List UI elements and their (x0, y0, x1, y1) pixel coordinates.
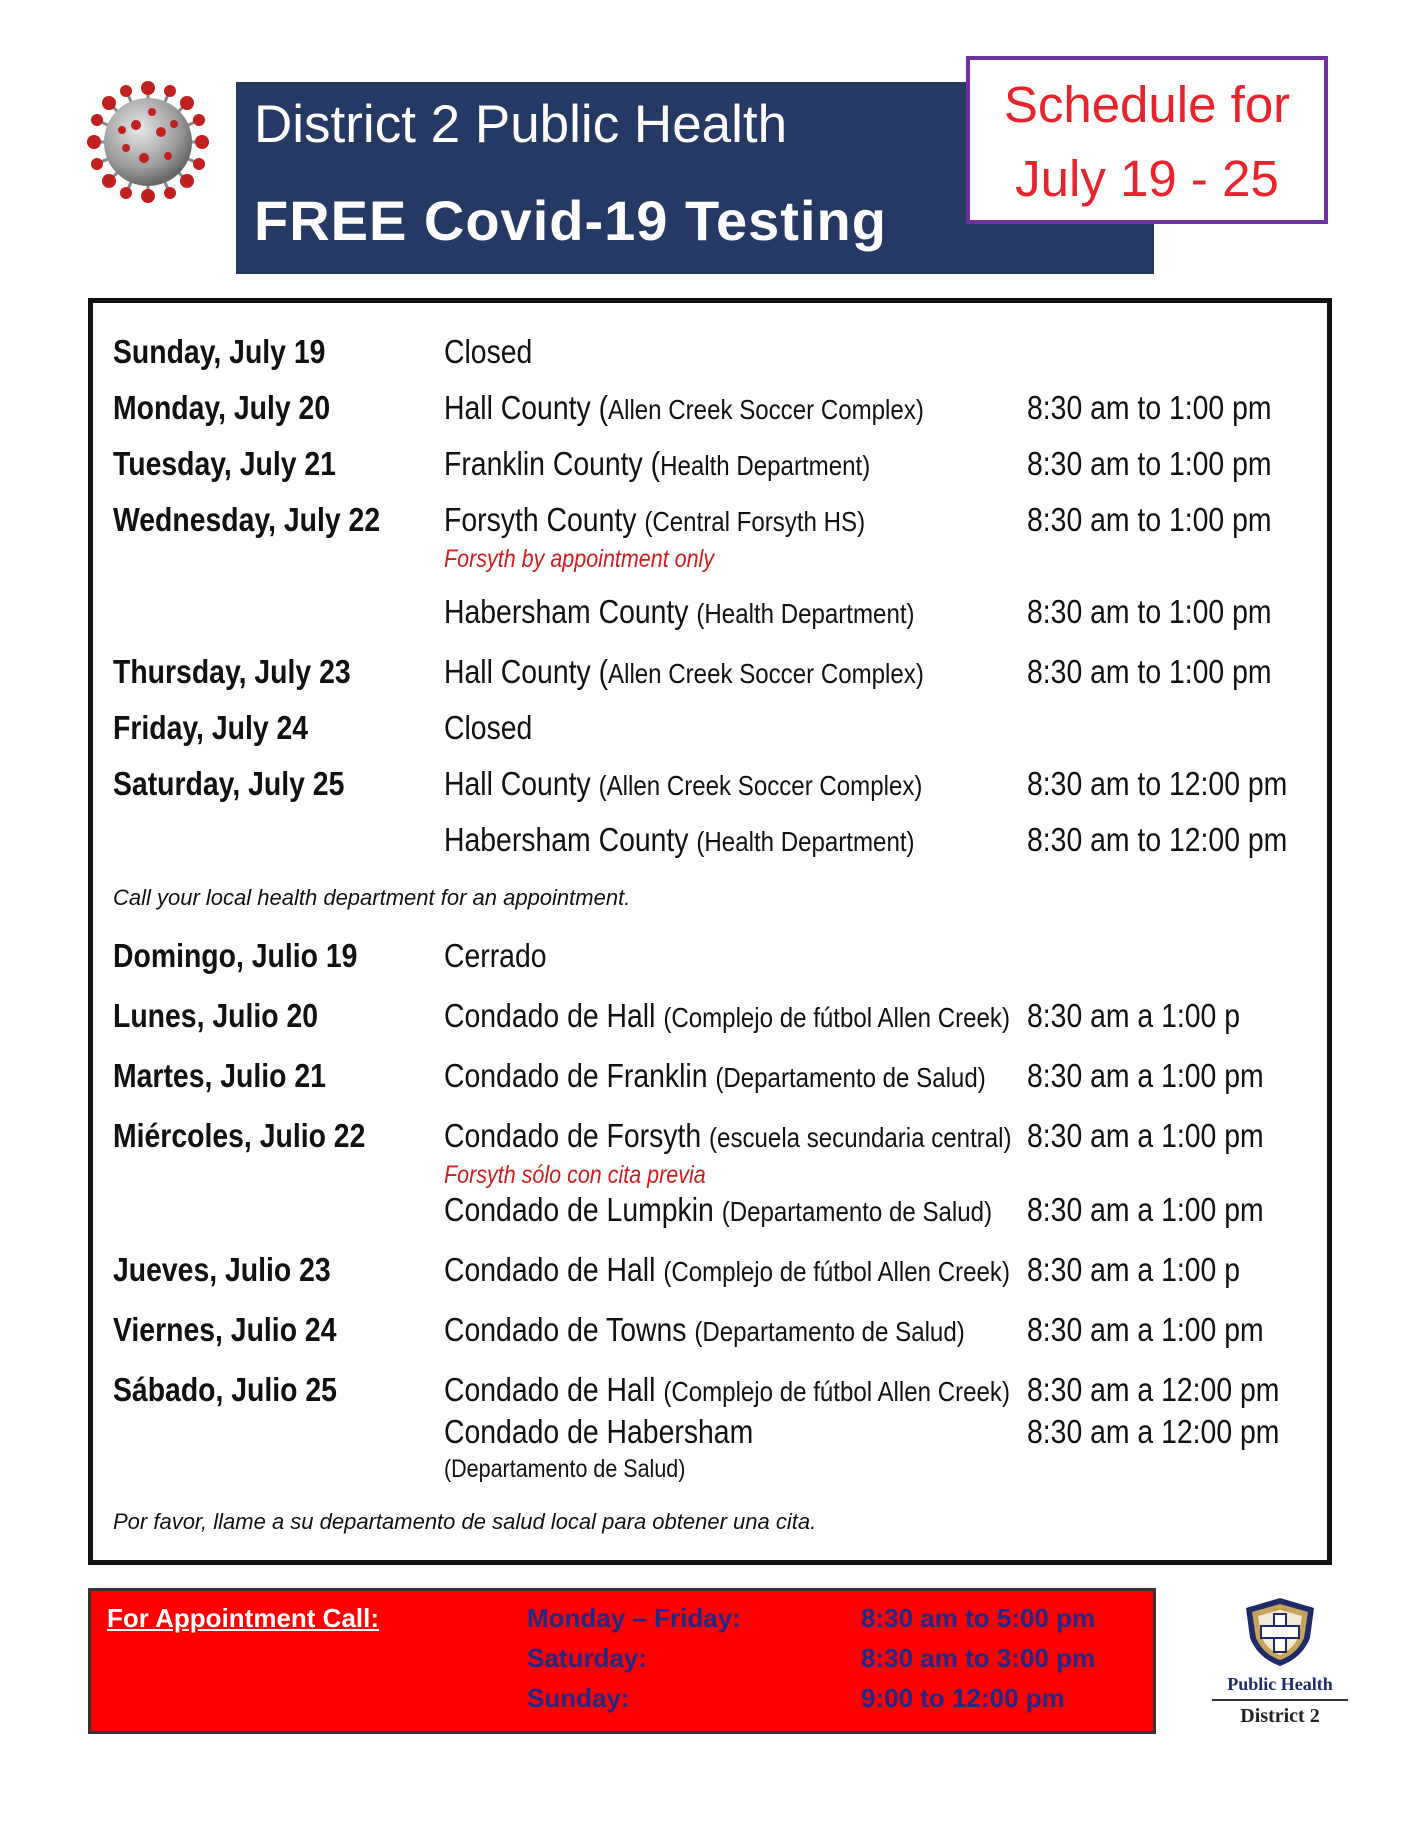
county-name: Hall County (444, 765, 599, 802)
appointment-row (91, 1683, 1153, 1723)
time-range: 8:30 am a 1:00 pm (1027, 1311, 1264, 1348)
county-name: Franklin County ( (444, 445, 661, 482)
location-detail: Allen Creek Soccer Complex) (608, 394, 924, 425)
county-name: Condado de Habersham (444, 1413, 754, 1450)
time-range: 8:30 am a 12:00 pm (1027, 1371, 1280, 1408)
location-detail: (Departamento de Salud) (715, 1062, 986, 1093)
county-name: Closed (444, 709, 533, 746)
appointment-days: Monday – Friday: (527, 1603, 741, 1633)
location-detail: (Health Department) (696, 598, 915, 629)
day-label: Sunday, July 19 (113, 333, 326, 370)
county-name: Forsyth County (444, 501, 645, 538)
location (444, 1251, 1010, 1289)
county-name: Condado de Hall (444, 1251, 664, 1288)
time-range: 8:30 am a 12:00 pm (1027, 1413, 1280, 1450)
schedule-row (93, 593, 1327, 637)
location (444, 997, 1010, 1035)
location-detail: (Complejo de fútbol Allen Creek) (663, 1376, 1010, 1407)
time-range: 8:30 am a 1:00 pm (1027, 1117, 1264, 1154)
day-label: Martes, Julio 21 (113, 1057, 326, 1094)
day-label: Friday, July 24 (113, 709, 309, 746)
schedule-line-2: July 19 - 25 (1015, 150, 1279, 207)
call-note: Por favor, llame a su departamento de salud local para obtener una cita. (113, 1509, 817, 1534)
time-range: 8:30 am to 1:00 pm (1027, 653, 1272, 690)
appointment-box (88, 1588, 1156, 1734)
appointment-hours: 8:30 am to 3:00 pm (861, 1643, 1096, 1673)
day-label: Lunes, Julio 20 (113, 997, 319, 1034)
time-range: 8:30 am a 1:00 pm (1027, 1191, 1264, 1228)
schedule-row (93, 1251, 1327, 1295)
schedule-row (93, 1371, 1327, 1415)
schedule-row (93, 1413, 1327, 1457)
county-name: Hall County ( (444, 653, 609, 690)
appointment-hours: 9:00 to 12:00 pm (861, 1683, 1065, 1713)
forsyth-note: Forsyth by appointment only (444, 545, 715, 573)
schedule-row (93, 765, 1327, 809)
location (444, 1371, 1010, 1409)
day-label: Domingo, Julio 19 (113, 937, 358, 974)
call-note: Call your local health department for an appointment. (113, 885, 631, 910)
location-detail: (Complejo de fútbol Allen Creek) (663, 1002, 1010, 1033)
appointment-row (91, 1643, 1153, 1683)
appointment-hours: 8:30 am to 5:00 pm (861, 1603, 1096, 1633)
location-detail: (Health Department) (696, 826, 915, 857)
time-range: 8:30 am to 1:00 pm (1027, 593, 1272, 630)
forsyth-note: Forsyth sólo con cita previa (444, 1161, 706, 1189)
county-name: Condado de Forsyth (444, 1117, 710, 1154)
location (444, 1191, 992, 1229)
location (444, 1057, 986, 1095)
schedule-row (93, 501, 1327, 545)
location-detail: (escuela secundaria central) (709, 1122, 1012, 1153)
location-detail: (Allen Creek Soccer Complex) (598, 770, 923, 801)
day-label: Jueves, Julio 23 (113, 1251, 331, 1288)
schedule-row (93, 389, 1327, 433)
county-name: Condado de Lumpkin (444, 1191, 722, 1228)
location (444, 653, 924, 691)
location-detail: Health Department) (660, 450, 871, 481)
schedule-table (88, 298, 1332, 1565)
schedule-row (93, 445, 1327, 489)
county-name: Condado de Hall (444, 997, 664, 1034)
time-range: 8:30 am to 1:00 pm (1027, 389, 1272, 426)
day-label: Tuesday, July 21 (113, 445, 336, 482)
location (444, 333, 532, 371)
shield-cross-icon (1240, 1594, 1320, 1670)
appointment-row (91, 1603, 1153, 1643)
county-name: Habersham County (444, 593, 697, 630)
location (444, 445, 870, 483)
county-name: Condado de Towns (444, 1311, 695, 1348)
location (444, 1413, 753, 1451)
schedule-row (93, 1117, 1327, 1161)
headline: FREE Covid-19 Testing (254, 189, 887, 252)
time-range: 8:30 am to 12:00 pm (1027, 821, 1288, 858)
time-range: 8:30 am to 12:00 pm (1027, 765, 1288, 802)
location (444, 501, 865, 539)
public-health-logo (1212, 1594, 1348, 1734)
location-detail: Allen Creek Soccer Complex) (608, 658, 924, 689)
day-label: Wednesday, July 22 (113, 501, 381, 538)
location-detail: (Central Forsyth HS) (644, 506, 866, 537)
schedule-row (93, 821, 1327, 865)
day-label: Monday, July 20 (113, 389, 331, 426)
schedule-row (93, 997, 1327, 1041)
day-label: Sábado, Julio 25 (113, 1371, 337, 1408)
county-name: Condado de Franklin (444, 1057, 716, 1094)
appointment-title: For Appointment Call: (107, 1603, 380, 1633)
schedule-line-1: Schedule for (1003, 76, 1291, 133)
schedule-row (93, 709, 1327, 753)
day-label: Saturday, July 25 (113, 765, 345, 802)
time-range: 8:30 am a 1:00 pm (1027, 1057, 1264, 1094)
logo-divider (1212, 1699, 1348, 1701)
logo-name: Public Health (1227, 1674, 1333, 1694)
county-name: Condado de Hall (444, 1371, 664, 1408)
coronavirus-icon (86, 80, 210, 204)
location-detail: (Complejo de fútbol Allen Creek) (663, 1256, 1010, 1287)
schedule-row (93, 653, 1327, 697)
location-detail: (Departamento de Salud) (694, 1316, 965, 1347)
appointment-days: Sunday: (527, 1683, 630, 1713)
county-name: Hall County ( (444, 389, 609, 426)
county-name: Habersham County (444, 821, 697, 858)
habersham-detail: (Departamento de Salud) (444, 1455, 686, 1483)
schedule-date-box (966, 56, 1328, 224)
time-range: 8:30 am to 1:00 pm (1027, 445, 1272, 482)
county-name: Cerrado (444, 937, 547, 974)
time-range: 8:30 am a 1:00 p (1027, 1251, 1241, 1288)
logo-district: District 2 (1240, 1705, 1320, 1727)
location (444, 709, 532, 747)
county-name: Closed (444, 333, 533, 370)
schedule-row (93, 1191, 1327, 1235)
location (444, 1117, 1012, 1155)
day-label: Thursday, July 23 (113, 653, 351, 690)
time-range: 8:30 am to 1:00 pm (1027, 501, 1272, 538)
appointment-days: Saturday: (527, 1643, 647, 1673)
schedule-row (93, 1311, 1327, 1355)
location (444, 593, 915, 631)
location (444, 1311, 965, 1349)
location (444, 937, 547, 975)
org-name: District 2 Public Health (254, 95, 788, 154)
day-label: Miércoles, Julio 22 (113, 1117, 366, 1154)
day-label: Viernes, Julio 24 (113, 1311, 337, 1348)
location (444, 765, 922, 803)
location-detail: (Departamento de Salud) (721, 1196, 993, 1227)
location (444, 821, 915, 859)
schedule-row (93, 1057, 1327, 1101)
location (444, 389, 924, 427)
schedule-row (93, 937, 1327, 981)
time-range: 8:30 am a 1:00 p (1027, 997, 1241, 1034)
schedule-row (93, 333, 1327, 377)
